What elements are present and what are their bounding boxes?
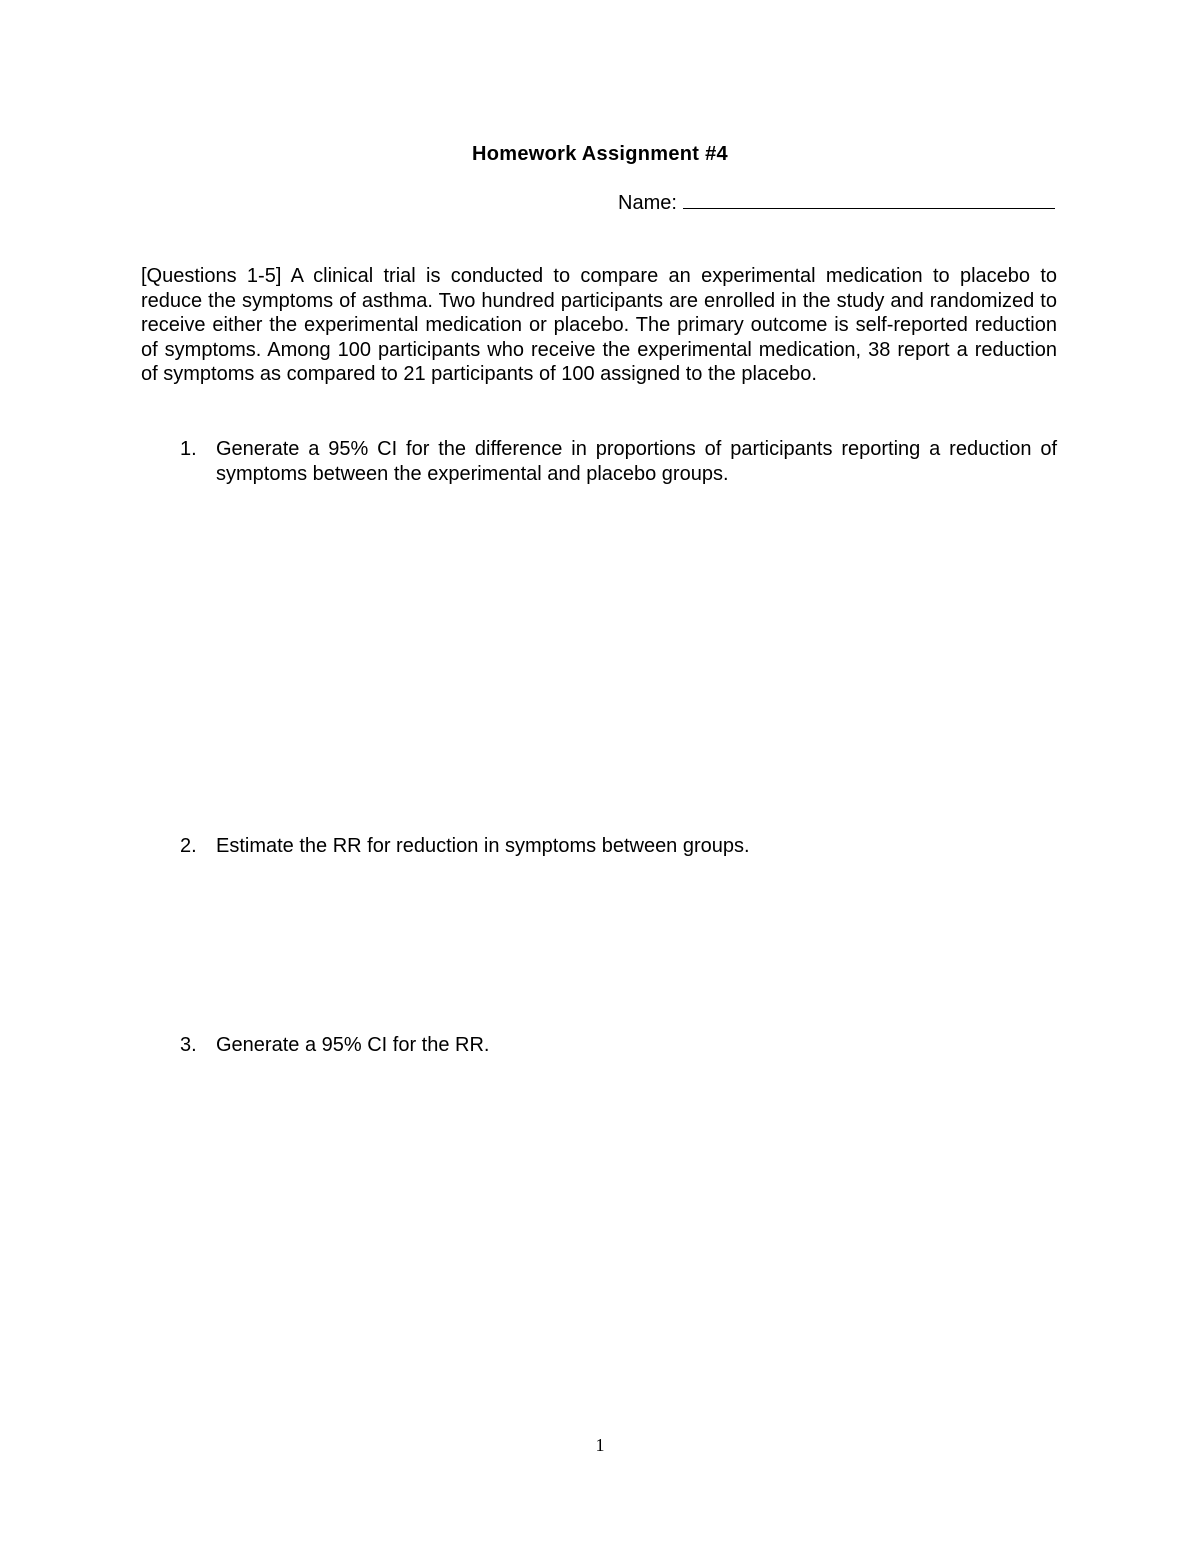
question-item [141,1033,1057,1058]
question-item [141,834,1057,859]
question-text: Generate a 95% CI for the RR. [216,1034,490,1056]
question-item [141,437,1057,487]
question-number: 2. [180,835,197,857]
name-blank-line [683,190,1055,209]
page-number: 1 [595,1435,605,1455]
question-text: Generate a 95% CI for the difference in proportions of participants reporting a reduction of symptoms between the experimental and placebo groups. [216,438,1057,485]
question-number: 3. [180,1034,197,1056]
page-title: Homework Assignment #4 [472,143,728,165]
intro-paragraph: [Questions 1-5] A clinical trial is conducted to compare an experimental medication to placebo to reduce the symptoms of asthma. Two hundred participants are enrolled in the study and randomized to receive either the experimental medication or placebo. The primary outcome is self-reported reduction of symptoms. Among 100 participants who receive the experimental medication, 38 report a reduction of symptoms as compared to 21 participants of 100 assigned to the placebo. [141,265,1057,386]
question-number: 1. [180,438,197,460]
name-label: Name: [618,192,677,214]
question-text: Estimate the RR for reduction in symptoms between groups. [216,835,750,857]
name-field-row [618,190,1055,215]
